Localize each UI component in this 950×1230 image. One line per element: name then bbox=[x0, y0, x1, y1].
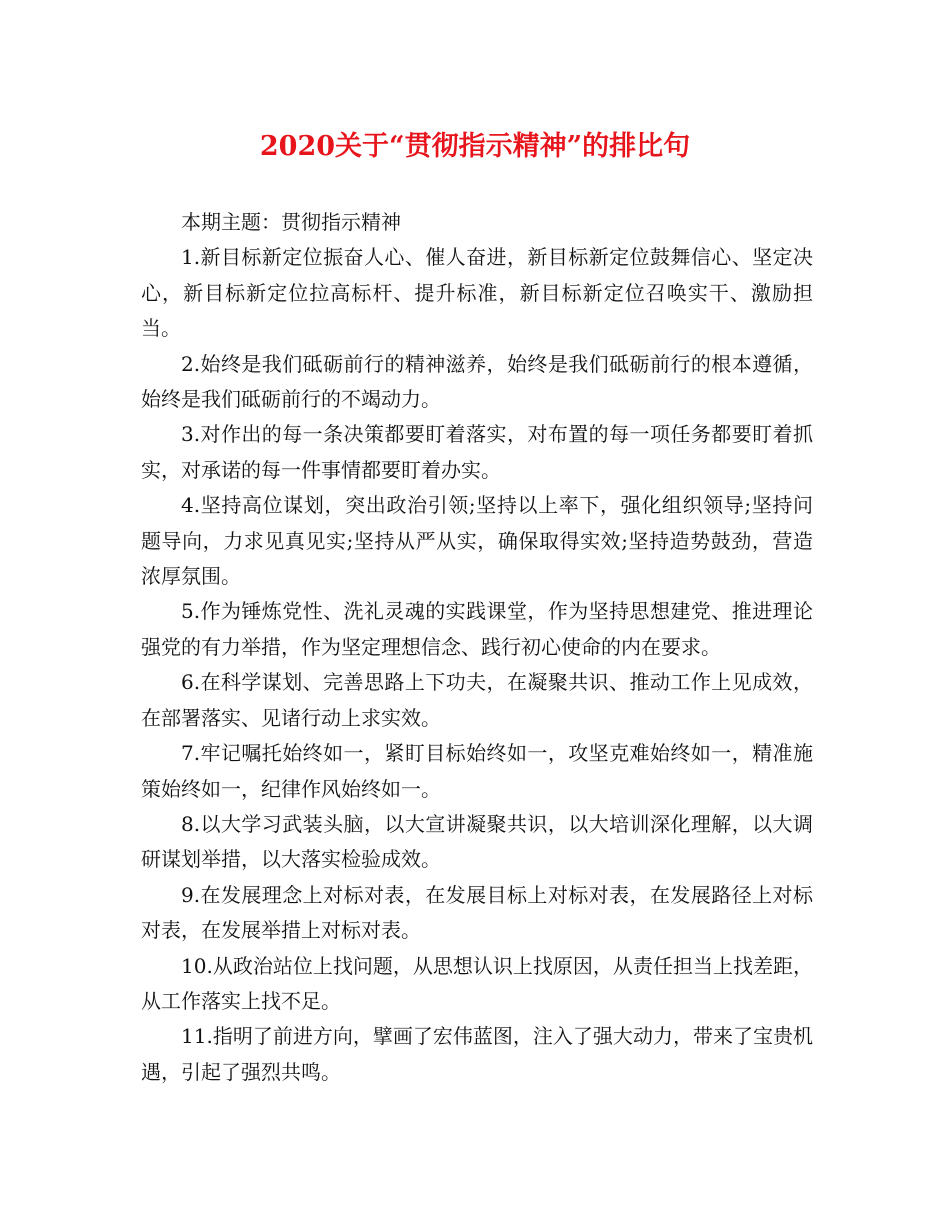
paragraph-item-6: 6.在科学谋划、完善思路上下功夫，在凝聚共识、推动工作上见成效，在部署落实、见诸行动上求实效。 bbox=[141, 670, 813, 730]
document-title: 2020关于“贯彻指示精神”的排比句 bbox=[259, 131, 691, 162]
paragraph-item-10: 10.从政治站位上找问题，从思想认识上找原因，从责任担当上找差距，从工作落实上找不足。 bbox=[141, 953, 813, 1013]
paragraph-item-2: 2.始终是我们砥砺前行的精神滋养，始终是我们砥砺前行的根本遵循，始终是我们砥砺前行的不竭动力。 bbox=[141, 351, 813, 412]
paragraph-item-5: 5.作为锤炼党性、洗礼灵魂的实践课堂，作为坚持思想建党、推进理论强党的有力举措，作为坚定理想信念、践行初心使命的内在要求。 bbox=[141, 599, 813, 659]
paragraph-item-11: 11.指明了前进方向，擘画了宏伟蓝图，注入了强大动力，带来了宝贵机遇，引起了强烈共鸣。 bbox=[141, 1024, 813, 1084]
paragraph-item-7: 7.牢记嘱托始终如一，紧盯目标始终如一，攻坚克难始终如一，精准施策始终如一，纪律作风始终如一。 bbox=[141, 741, 813, 801]
paragraph-item-1: 1.新目标新定位振奋人心、催人奋进，新目标新定位鼓舞信心、坚定决心，新目标新定位拉高标杆、提升标准，新目标新定位召唤实干、激励担当。 bbox=[141, 245, 813, 341]
document-body bbox=[141, 205, 813, 1090]
paragraph-item-9: 9.在发展理念上对标对表，在发展目标上对标对表，在发展路径上对标对表，在发展举措上对标对表。 bbox=[141, 882, 813, 943]
theme-line: 本期主题：贯彻指示精神 bbox=[181, 210, 401, 234]
paragraph-item-4: 4.坚持高位谋划，突出政治引领;坚持以上率下，强化组织领导;坚持问题导向，力求见真见实;坚持从严从实，确保取得实效;坚持造势鼓劲，营造浓厚氛围。 bbox=[141, 493, 813, 589]
paragraph-item-3: 3.对作出的每一条决策都要盯着落实，对布置的每一项任务都要盯着抓实，对承诺的每一件事情都要盯着办实。 bbox=[141, 422, 813, 482]
paragraph-item-8: 8.以大学习武装头脑，以大宣讲凝聚共识，以大培训深化理解，以大调研谋划举措，以大落实检验成效。 bbox=[141, 811, 813, 872]
